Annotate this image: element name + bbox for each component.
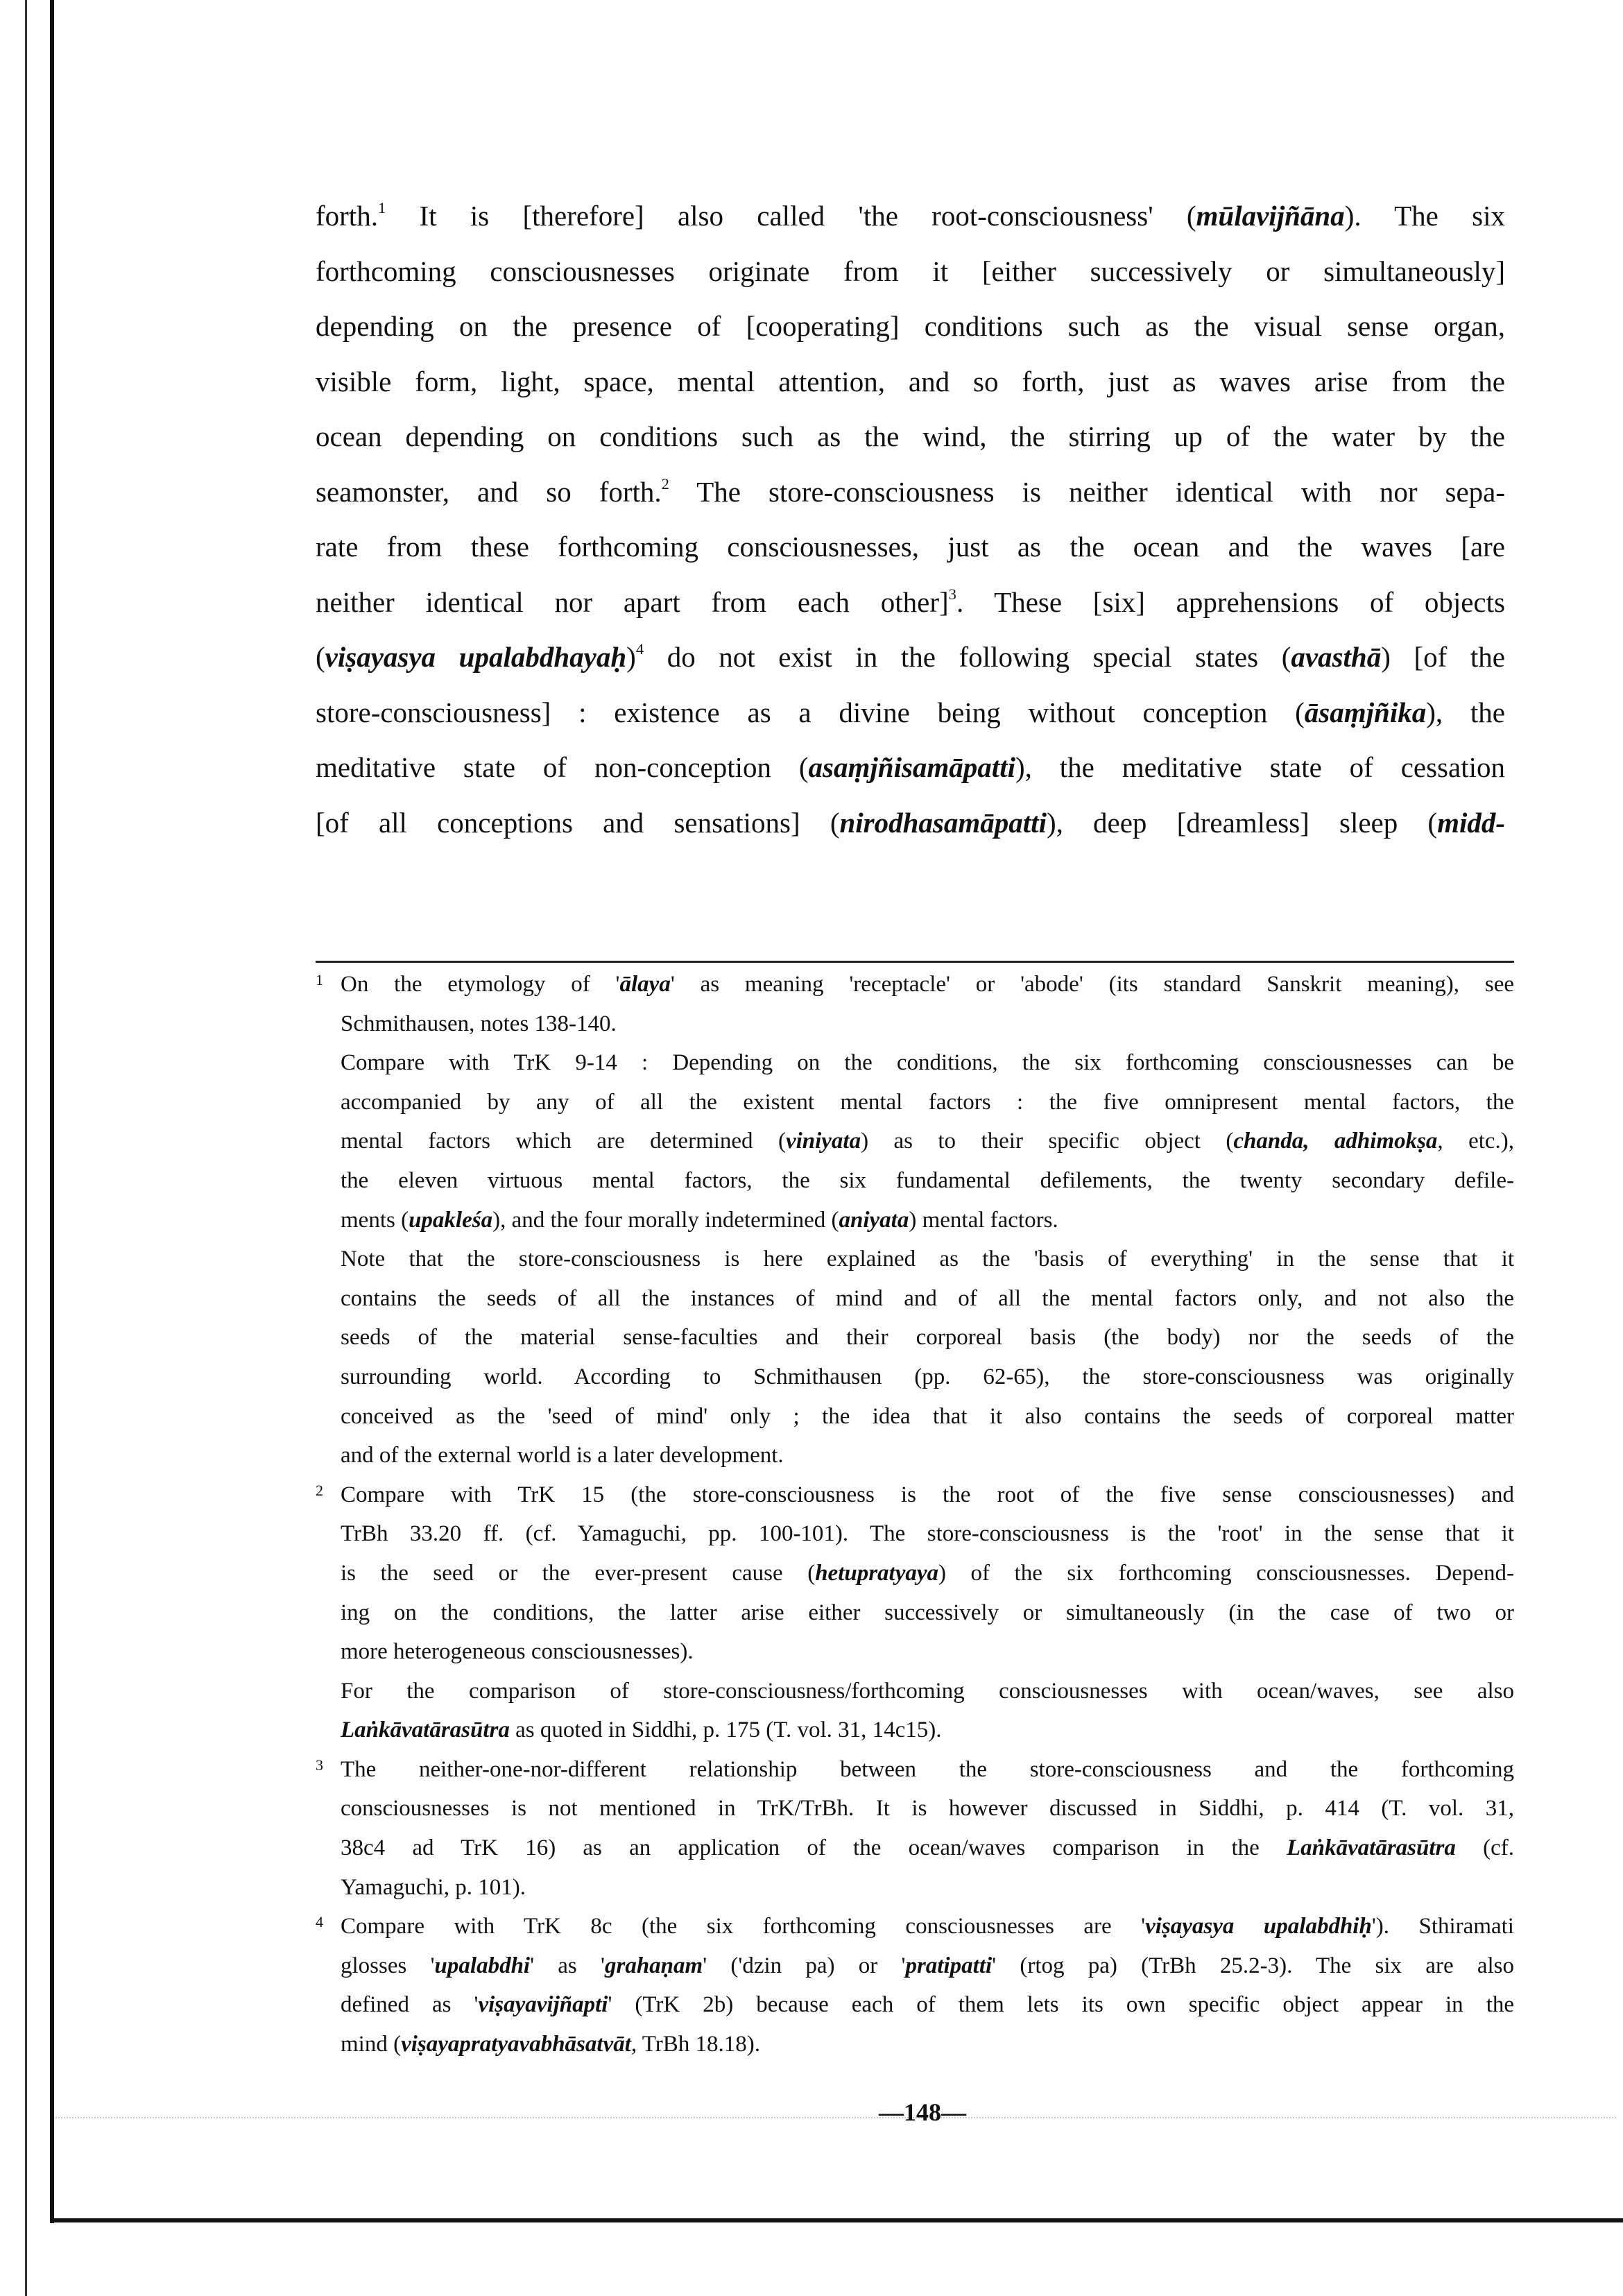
text-run: meditative state of non-conception ( [316,751,809,783]
footnote-line [316,1711,1514,1750]
body-line [316,299,1505,354]
sanskrit-term: upalabdhi [434,1953,531,1978]
text-run: neither identical nor apart from each other] [316,585,949,618]
sanskrit-term: aniyata [839,1207,909,1233]
text-run: consciousnesses is not mentioned in TrK/TrBh. It is however discussed in Siddhi, p. 414 (T. vol. 31, [341,1796,1514,1822]
text-run: Schmithausen, notes 138-140. [341,1011,617,1036]
footnote-line [316,1004,1514,1044]
page-number: —148— [879,2098,966,2126]
text-run: accompanied by any of all the existent mental factors : the five omnipresent mental factors, the [341,1089,1514,1115]
text-run: Yamaguchi, p. 101). [341,1874,526,1900]
text-run: surrounding world. According to Schmithausen (pp. 62-65), the store-consciousness was originally [341,1364,1514,1389]
text-run: ments ( [341,1207,409,1233]
bottom-edge-line [50,2218,1623,2222]
footnote-line [316,1672,1514,1711]
scan-edge-line [25,0,27,2296]
text-run: the eleven virtuous mental factors, the six fundamental defilements, the twenty secondary defile- [341,1167,1514,1193]
footnote-separator [316,961,1514,963]
text-run: ) mental factors. [909,1207,1058,1233]
text-run: is the seed or the ever-present cause ( [341,1560,816,1586]
footnote-line [316,2025,1514,2064]
text-run: contains the seeds of all the instances of mind and of all the mental factors only, and not also the [341,1285,1514,1311]
footnote-number: 3 [316,1756,323,1774]
sanskrit-term: ālaya [619,972,671,997]
sanskrit-term: hetupratyaya [815,1560,939,1586]
sanskrit-term: grahaṇam [604,1953,703,1978]
text-run: ), deep [dreamless] sleep ( [1046,806,1438,839]
text-run: ), and the four morally indetermined ( [492,1207,839,1233]
sanskrit-term: asaṃjñisamāpatti [808,751,1015,783]
sanskrit-term: Laṅkāvatārasūtra [341,1717,510,1743]
body-line [316,189,1505,244]
footnote-line [316,1985,1514,2025]
body-line [316,575,1505,631]
footnote-number: 1 [316,971,323,988]
sanskrit-term: mūlavijñāna [1196,200,1345,232]
text-run: forthcoming consciousnesses originate from it [either successively or simultaneously] [316,255,1505,287]
footnote-line [316,1240,1514,1279]
text-run: ) [of the [1381,641,1505,673]
text-run: forth. [316,200,378,232]
footnote-line [316,1750,1514,1790]
text-run: ) [626,641,636,673]
text-run: Note that the store-consciousness is here explained as the 'basis of everything' in the sense that it [341,1246,1514,1272]
text-run: ( [316,641,325,673]
text-run: Compare with TrK 8c (the six forthcoming consciousnesses are ' [341,1914,1146,1939]
binding-edge-line [50,0,54,2223]
text-run: depending on the presence of [cooperating] conditions such as the visual sense organ, [316,310,1505,342]
footnote-line [316,1318,1514,1357]
footnote-line [316,1122,1514,1161]
text-run: visible form, light, space, mental attention, and so forth, just as waves arise from the [316,365,1505,397]
text-run: seeds of the material sense-faculties and their corporeal basis (the body) nor the seeds of the [341,1325,1514,1351]
footnote-line [316,1397,1514,1437]
text-run: do not exist in the following special states ( [644,641,1291,673]
footnote-line [316,1161,1514,1201]
text-run: ' (TrK 2b) because each of them lets its own specific object appear in the [608,1992,1515,2018]
sanskrit-term: chanda, adhimokṣa [1233,1129,1438,1154]
text-run: ' as meaning 'receptacle' or 'abode' (its standard Sanskrit meaning), see [670,972,1515,997]
body-line [316,630,1505,685]
footnote-line [316,1632,1514,1672]
footnote-ref: 4 [635,640,644,658]
text-run: For the comparison of store-consciousness/forthcoming consciousnesses with ocean/waves, see also [341,1678,1514,1704]
text-run: ' as ' [530,1953,605,1978]
footnote-line [316,1357,1514,1397]
sanskrit-term: viniyata [785,1129,861,1154]
text-run: Compare with TrK 9-14 : Depending on the conditions, the six forthcoming consciousnesses can be [341,1050,1514,1076]
sanskrit-term: viṣayapratyavabhāsatvāt [401,2032,631,2057]
text-run: defined as ' [341,1992,479,2018]
text-run: TrBh 33.20 ff. (cf. Yamaguchi, pp. 100-101). The store-consciousness is the 'root' in the sense that it [341,1521,1514,1547]
footnote-line [316,1083,1514,1122]
text-run: ) as to their specific object ( [861,1129,1234,1154]
body-line [316,244,1505,300]
footnote-line [316,1043,1514,1083]
footnote-line [316,1907,1514,1946]
text-run: Compare with TrK 15 (the store-consciousness is the root of the five sense consciousnesses) and [341,1482,1514,1507]
body-line [316,520,1505,575]
body-line [316,685,1505,741]
footnote-line [316,1789,1514,1828]
text-run: ' (rtog pa) (TrBh 25.2-3). The six are also [992,1953,1514,1978]
text-run: 38c4 ad TrK 16) as an application of the ocean/waves comparison in the [341,1835,1287,1861]
footnote-number: 4 [316,1913,323,1931]
text-run: ) of the six forthcoming consciousnesses. Depend- [938,1560,1514,1586]
main-text [316,189,1505,850]
text-run: '). Sthiramati [1371,1914,1514,1939]
footnote-line [316,1554,1514,1593]
text-run: conceived as the 'seed of mind' only ; the idea that it also contains the seeds of corporeal matter [341,1403,1514,1429]
text-run: ). The six [1344,200,1505,232]
text-run: ), the [1426,696,1505,728]
footnote-line [316,1201,1514,1240]
sanskrit-term: viṣayavijñapti [478,1992,608,2018]
text-run: . These [six] apprehensions of objects [956,585,1505,618]
footnote-line [316,1514,1514,1554]
text-run: ), the meditative state of cessation [1015,751,1505,783]
sanskrit-term: upakleśa [409,1207,493,1233]
text-run: [of all conceptions and sensations] ( [316,806,840,839]
text-run: more heterogeneous consciousnesses). [341,1639,694,1665]
text-run: seamonster, and so forth. [316,475,662,508]
footnote-line [316,965,1514,1004]
footnote-line [316,1946,1514,1986]
footnote-line [316,1436,1514,1475]
sanskrit-term: midd- [1437,806,1505,839]
text-run: rate from these forthcoming consciousnesses, just as the ocean and the waves [are [316,531,1505,563]
text-run: ' ('dzin pa) or ' [703,1953,906,1978]
sanskrit-term: nirodhasamāpatti [839,806,1047,839]
body-line [316,465,1505,520]
text-run: (cf. [1455,1835,1514,1861]
footnote-line [316,1593,1514,1633]
footnote-line [316,1279,1514,1319]
body-line [316,354,1505,410]
text-run: mind ( [341,2032,402,2057]
sanskrit-term: Laṅkāvatārasūtra [1287,1835,1456,1861]
text-run: store-consciousness] : existence as a divine being without conception ( [316,696,1305,728]
body-line [316,740,1505,796]
text-run: mental factors which are determined ( [341,1129,786,1154]
sanskrit-term: viṣayasya upalabdhayaḥ [325,641,627,673]
text-run: The store-consciousness is neither identical with nor sepa- [669,475,1505,508]
body-line [316,409,1505,465]
sanskrit-term: pratipatti [905,1953,993,1978]
footnote-line [316,1828,1514,1868]
text-run: The neither-one-nor-different relationship between the store-consciousness and the forthcoming [341,1756,1514,1782]
text-run: , etc.), [1437,1129,1515,1154]
text-run: , TrBh 18.18). [630,2032,761,2057]
footnotes [316,965,1514,2064]
footnote-ref: 3 [948,585,956,603]
text-run: as quoted in Siddhi, p. 175 (T. vol. 31, 14c15). [509,1717,942,1743]
footnote-line [316,1868,1514,1908]
footnote-ref: 2 [661,474,669,492]
text-run: ing on the conditions, the latter arise either successively or simultaneously (in the case of two or [341,1600,1514,1625]
text-run: and of the external world is a later development. [341,1443,784,1468]
text-run: It is [therefore] also called 'the root-consciousness' ( [386,200,1196,232]
footnote-ref: 1 [377,198,386,216]
sanskrit-term: viṣayasya upalabdhiḥ [1145,1914,1372,1939]
sanskrit-term: avasthā [1291,641,1382,673]
text-run: glosses ' [341,1953,435,1978]
sanskrit-term: āsaṃjñika [1304,696,1427,728]
text-run: ocean depending on conditions such as the wind, the stirring up of the water by the [316,420,1505,452]
body-line [316,796,1505,851]
footnote-number: 2 [316,1481,323,1499]
text-run: On the etymology of ' [341,972,620,997]
footnote-line [316,1475,1514,1515]
